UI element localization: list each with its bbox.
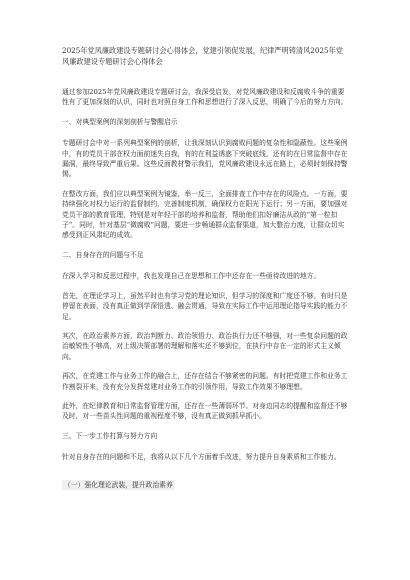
section2-paragraph-2: 首先，在理论学习上，虽然平时也有学习党的理论知识，但学习的深度和广度还不够。有时只是停留在表面，没有真正做到学深悟透、融会贯通，导致在实际工作中运用理论指导实践的能力不足。 [62, 291, 348, 321]
document-title: 2025年党风廉政建设专题研讨会心得体会，党建引领促发展，纪律严明铸清风2025年党风廉政建设专题研讨会心得体会 [62, 46, 343, 66]
section3-subheading-1: （一）强化理论武装，提升政治素养 [64, 480, 173, 489]
section3-paragraph-1: 针对自身存在的问题和不足，我将从以下几个方面着手改进，努力提升自身素质和工作能力。 [62, 453, 341, 462]
section2-paragraph-1: 在深入学习和反思过程中，我也发现自己在思想和工作中还存在一些亟待改进的地方。 [62, 272, 321, 281]
intro-paragraph: 通过参加2025年党风廉政建设专题研讨会，我深受启发，对党风廉政建设和反腐败斗争的重要性有了更加深刻的认识，同时也对照自身工作和思想进行了深入反思，明确了今后的努力方向。 [62, 88, 348, 107]
section3-heading: 三、下一步工作打算与努力方向 [62, 431, 158, 440]
section2-paragraph-3: 其次，在政治素养方面，政治判断力、政治领悟力、政治执行力还不够强，对一些复杂问题的政治敏锐性不够高，对上级决策部署的理解和落实还不够到位，在执行中存在一定的形式主义倾向。 [62, 331, 348, 361]
section2-heading: 二、自身存在的问题与不足 [62, 250, 144, 259]
section2-paragraph-4: 再次，在党建工作与业务工作的融合上，还存在结合不够紧密的问题。有时把党建工作和业务工作割裂开来，没有充分发挥党建对业务工作的引领作用，导致工作效果不够理想。 [62, 372, 348, 391]
section1-paragraph-1: 专题研讨会中对一系列典型案例的剖析，让我深刻认识到腐败问题的复杂性和隐蔽性。这些案例中，有的党员干部在权力面前迷失自我，有的在利益诱惑下突破底线，还有的在日常监督中存在漏洞，最终导致严重后果。这些反面教材警示我们，党风廉政建设永远在路上，必须时刻保持警惕。 [62, 139, 348, 179]
section1-heading: 一、对典型案例的深刻剖析与警醒启示 [62, 117, 178, 126]
section2-paragraph-5: 此外，在纪律教育和日常监督管理方面，还存在一些薄弱环节。对身边同志的提醒和监督还不够及时，对一些苗头性问题的重视程度不够，没有真正做到抓早抓小。 [62, 401, 348, 421]
section1-paragraph-2: 在整改方面，我们应以典型案例为镜鉴，举一反三，全面排查工作中存在的风险点。一方面，要持续强化对权力运行的监督制约，完善制度机制，确保权力在阳光下运行；另一方面，要加强对党员干部的教育管理，特别是对年轻干部的培养和监督，帮助他们扣好廉洁从政的“第一粒扣子”。同时，针对基层“微腐败”问题，要进一步畅通群众监督渠道，加大整治力度，让群众切实感受到正风肃纪的成效。 [62, 189, 348, 240]
